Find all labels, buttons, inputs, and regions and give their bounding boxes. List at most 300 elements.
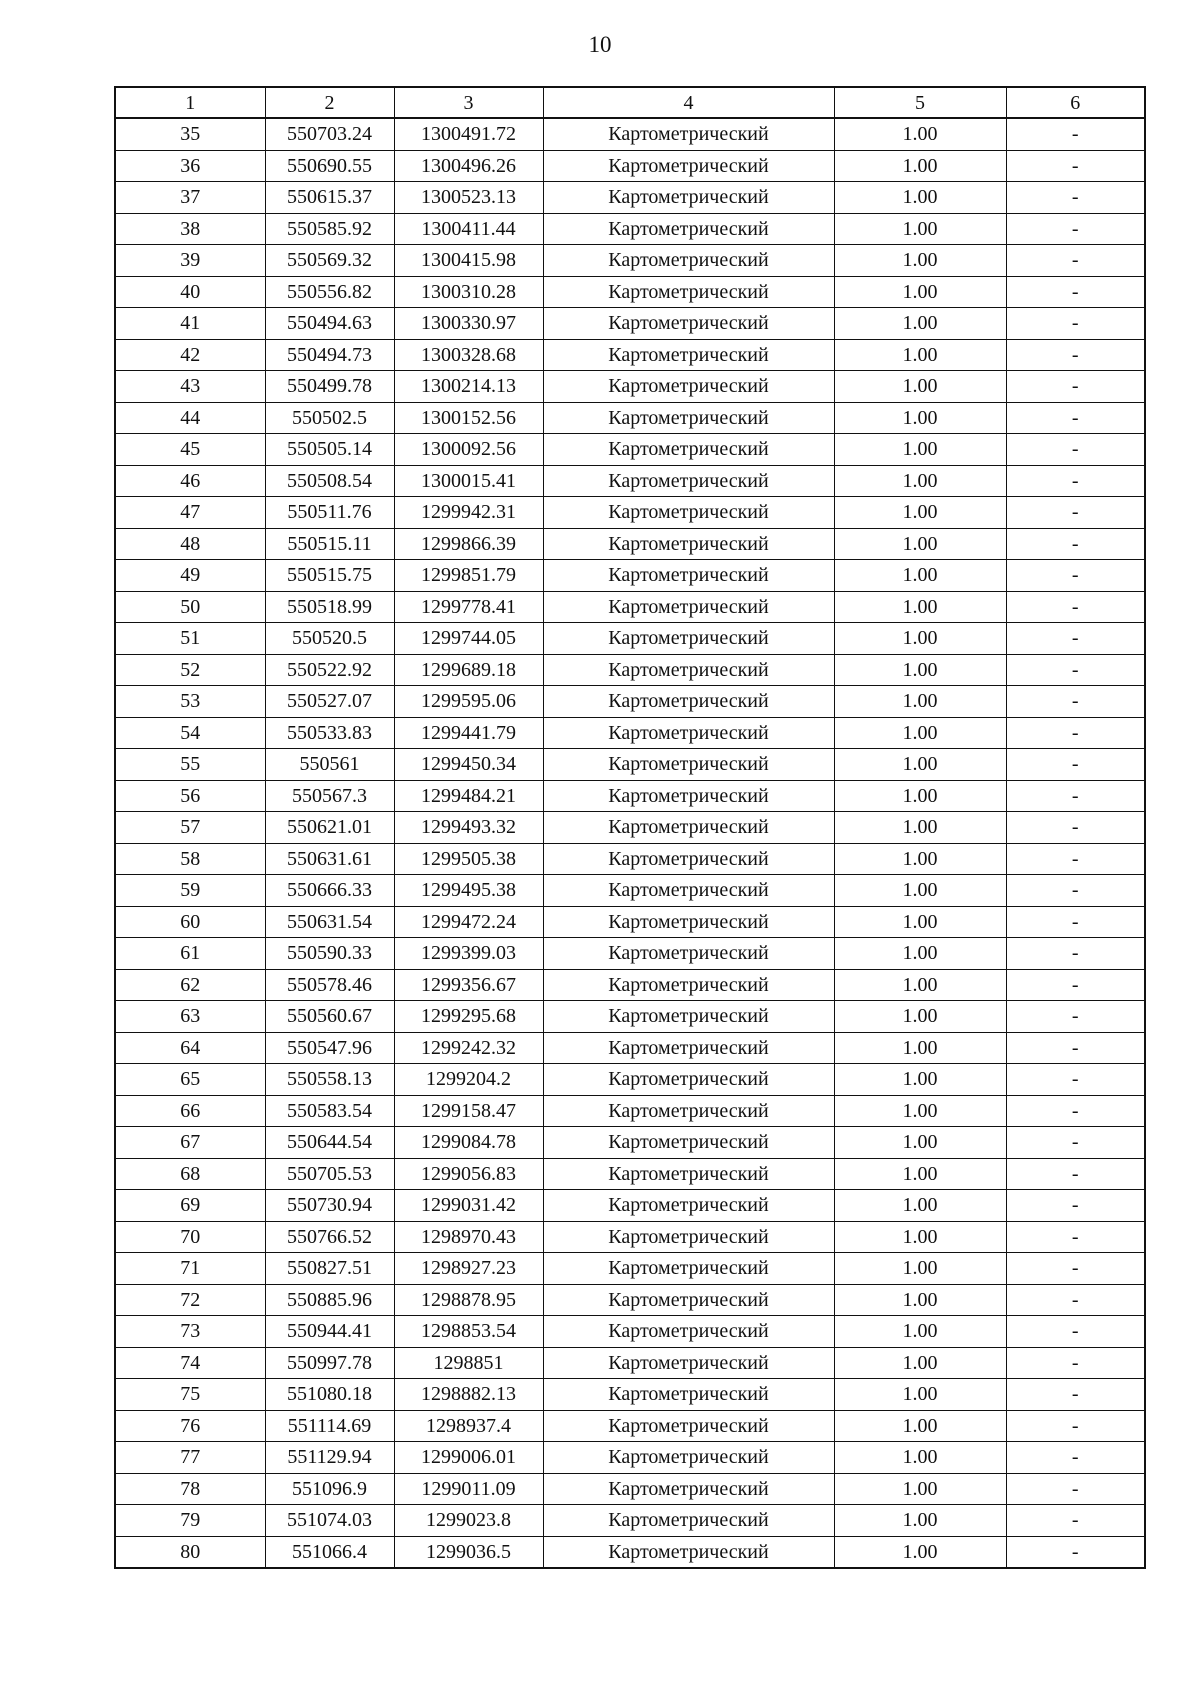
y-coordinate-cell: 1300496.26 (394, 150, 543, 182)
y-coordinate-cell: 1299472.24 (394, 906, 543, 938)
point-number-cell: 38 (115, 213, 265, 245)
table-row (115, 1284, 1145, 1316)
method-cell: Картометрический (543, 1505, 834, 1537)
x-coordinate-cell: 551129.94 (265, 1442, 394, 1474)
page-number: 10 (588, 32, 612, 57)
point-number-cell: 48 (115, 528, 265, 560)
table-row (115, 339, 1145, 371)
y-coordinate-cell: 1299242.32 (394, 1032, 543, 1064)
x-coordinate-cell: 550567.3 (265, 780, 394, 812)
method-cell: Картометрический (543, 717, 834, 749)
y-coordinate-cell: 1299399.03 (394, 938, 543, 970)
method-cell: Картометрический (543, 1253, 834, 1285)
x-coordinate-cell: 550666.33 (265, 875, 394, 907)
y-coordinate-cell: 1299031.42 (394, 1190, 543, 1222)
x-coordinate-cell: 550621.01 (265, 812, 394, 844)
note-cell: - (1006, 245, 1145, 277)
point-number-cell: 44 (115, 402, 265, 434)
point-number-cell: 51 (115, 623, 265, 655)
table-row (115, 1127, 1145, 1159)
point-number-cell: 50 (115, 591, 265, 623)
table-row (115, 749, 1145, 781)
note-cell: - (1006, 1158, 1145, 1190)
y-coordinate-cell: 1299204.2 (394, 1064, 543, 1096)
table-row (115, 1190, 1145, 1222)
point-number-cell: 60 (115, 906, 265, 938)
point-number-cell: 75 (115, 1379, 265, 1411)
accuracy-cell: 1.00 (834, 1032, 1006, 1064)
accuracy-cell: 1.00 (834, 276, 1006, 308)
note-cell: - (1006, 875, 1145, 907)
method-cell: Картометрический (543, 1158, 834, 1190)
method-cell: Картометрический (543, 1536, 834, 1568)
accuracy-cell: 1.00 (834, 1001, 1006, 1033)
x-coordinate-cell: 550511.76 (265, 497, 394, 529)
method-cell: Картометрический (543, 182, 834, 214)
y-coordinate-cell: 1300214.13 (394, 371, 543, 403)
x-coordinate-cell: 551066.4 (265, 1536, 394, 1568)
note-cell: - (1006, 434, 1145, 466)
method-cell: Картометрический (543, 906, 834, 938)
accuracy-cell: 1.00 (834, 528, 1006, 560)
table-row (115, 150, 1145, 182)
note-cell: - (1006, 812, 1145, 844)
method-cell: Картометрический (543, 812, 834, 844)
accuracy-cell: 1.00 (834, 182, 1006, 214)
x-coordinate-cell: 550569.32 (265, 245, 394, 277)
accuracy-cell: 1.00 (834, 1095, 1006, 1127)
note-cell: - (1006, 1442, 1145, 1474)
x-coordinate-cell: 550631.61 (265, 843, 394, 875)
point-number-cell: 46 (115, 465, 265, 497)
method-cell: Картометрический (543, 339, 834, 371)
point-number-cell: 43 (115, 371, 265, 403)
table-row (115, 276, 1145, 308)
table-row (115, 654, 1145, 686)
accuracy-cell: 1.00 (834, 308, 1006, 340)
table-row (115, 245, 1145, 277)
accuracy-cell: 1.00 (834, 875, 1006, 907)
table-row (115, 591, 1145, 623)
accuracy-cell: 1.00 (834, 402, 1006, 434)
y-coordinate-cell: 1299689.18 (394, 654, 543, 686)
table-row (115, 371, 1145, 403)
y-coordinate-cell: 1300092.56 (394, 434, 543, 466)
table-row (115, 843, 1145, 875)
note-cell: - (1006, 276, 1145, 308)
point-number-cell: 47 (115, 497, 265, 529)
table-row (115, 402, 1145, 434)
point-number-cell: 35 (115, 118, 265, 150)
method-cell: Картометрический (543, 1095, 834, 1127)
point-number-cell: 79 (115, 1505, 265, 1537)
method-cell: Картометрический (543, 118, 834, 150)
note-cell: - (1006, 560, 1145, 592)
accuracy-cell: 1.00 (834, 780, 1006, 812)
point-number-cell: 66 (115, 1095, 265, 1127)
note-cell: - (1006, 717, 1145, 749)
accuracy-cell: 1.00 (834, 686, 1006, 718)
method-cell: Картометрический (543, 245, 834, 277)
x-coordinate-cell: 550533.83 (265, 717, 394, 749)
note-cell: - (1006, 1064, 1145, 1096)
method-cell: Картометрический (543, 1221, 834, 1253)
method-cell: Картометрический (543, 150, 834, 182)
accuracy-cell: 1.00 (834, 623, 1006, 655)
method-cell: Картометрический (543, 1316, 834, 1348)
x-coordinate-cell: 550615.37 (265, 182, 394, 214)
point-number-cell: 40 (115, 276, 265, 308)
note-cell: - (1006, 686, 1145, 718)
note-cell: - (1006, 843, 1145, 875)
accuracy-cell: 1.00 (834, 1190, 1006, 1222)
point-number-cell: 78 (115, 1473, 265, 1505)
point-number-cell: 52 (115, 654, 265, 686)
point-number-cell: 69 (115, 1190, 265, 1222)
table-row (115, 1536, 1145, 1568)
y-coordinate-cell: 1300330.97 (394, 308, 543, 340)
point-number-cell: 55 (115, 749, 265, 781)
table-row (115, 686, 1145, 718)
accuracy-cell: 1.00 (834, 1064, 1006, 1096)
method-cell: Картометрический (543, 1442, 834, 1474)
point-number-cell: 59 (115, 875, 265, 907)
table-row (115, 717, 1145, 749)
note-cell: - (1006, 1253, 1145, 1285)
table-row (115, 182, 1145, 214)
note-cell: - (1006, 906, 1145, 938)
point-number-cell: 41 (115, 308, 265, 340)
x-coordinate-cell: 550705.53 (265, 1158, 394, 1190)
method-cell: Картометрический (543, 686, 834, 718)
accuracy-cell: 1.00 (834, 1221, 1006, 1253)
accuracy-cell: 1.00 (834, 118, 1006, 150)
note-cell: - (1006, 1473, 1145, 1505)
method-cell: Картометрический (543, 591, 834, 623)
table-row (115, 1032, 1145, 1064)
x-coordinate-cell: 550502.5 (265, 402, 394, 434)
accuracy-cell: 1.00 (834, 591, 1006, 623)
point-number-cell: 67 (115, 1127, 265, 1159)
x-coordinate-cell: 550590.33 (265, 938, 394, 970)
y-coordinate-cell: 1299011.09 (394, 1473, 543, 1505)
accuracy-cell: 1.00 (834, 1316, 1006, 1348)
accuracy-cell: 1.00 (834, 1536, 1006, 1568)
note-cell: - (1006, 339, 1145, 371)
method-cell: Картометрический (543, 1473, 834, 1505)
accuracy-cell: 1.00 (834, 1379, 1006, 1411)
x-coordinate-cell: 550560.67 (265, 1001, 394, 1033)
table-row (115, 969, 1145, 1001)
table-row (115, 1221, 1145, 1253)
y-coordinate-cell: 1299006.01 (394, 1442, 543, 1474)
note-cell: - (1006, 118, 1145, 150)
accuracy-cell: 1.00 (834, 1473, 1006, 1505)
table-row (115, 497, 1145, 529)
table-row (115, 1064, 1145, 1096)
table-body (115, 118, 1145, 1568)
y-coordinate-cell: 1299450.34 (394, 749, 543, 781)
method-cell: Картометрический (543, 623, 834, 655)
accuracy-cell: 1.00 (834, 339, 1006, 371)
point-number-cell: 76 (115, 1410, 265, 1442)
note-cell: - (1006, 623, 1145, 655)
method-cell: Картометрический (543, 434, 834, 466)
header-cell: 1 (115, 87, 265, 118)
y-coordinate-cell: 1299036.5 (394, 1536, 543, 1568)
note-cell: - (1006, 1347, 1145, 1379)
x-coordinate-cell: 550515.11 (265, 528, 394, 560)
point-number-cell: 77 (115, 1442, 265, 1474)
accuracy-cell: 1.00 (834, 1505, 1006, 1537)
coordinates-table (114, 86, 1146, 1569)
x-coordinate-cell: 550527.07 (265, 686, 394, 718)
accuracy-cell: 1.00 (834, 150, 1006, 182)
table-row (115, 812, 1145, 844)
note-cell: - (1006, 1536, 1145, 1568)
point-number-cell: 62 (115, 969, 265, 1001)
x-coordinate-cell: 550518.99 (265, 591, 394, 623)
x-coordinate-cell: 550827.51 (265, 1253, 394, 1285)
x-coordinate-cell: 550585.92 (265, 213, 394, 245)
note-cell: - (1006, 465, 1145, 497)
accuracy-cell: 1.00 (834, 1253, 1006, 1285)
y-coordinate-cell: 1298853.54 (394, 1316, 543, 1348)
method-cell: Картометрический (543, 528, 834, 560)
method-cell: Картометрический (543, 276, 834, 308)
method-cell: Картометрический (543, 969, 834, 1001)
table-row (115, 434, 1145, 466)
note-cell: - (1006, 528, 1145, 560)
point-number-cell: 63 (115, 1001, 265, 1033)
note-cell: - (1006, 1221, 1145, 1253)
accuracy-cell: 1.00 (834, 1442, 1006, 1474)
y-coordinate-cell: 1300411.44 (394, 213, 543, 245)
y-coordinate-cell: 1300415.98 (394, 245, 543, 277)
point-number-cell: 80 (115, 1536, 265, 1568)
table-row (115, 1379, 1145, 1411)
point-number-cell: 56 (115, 780, 265, 812)
method-cell: Картометрический (543, 654, 834, 686)
point-number-cell: 64 (115, 1032, 265, 1064)
y-coordinate-cell: 1299505.38 (394, 843, 543, 875)
table-row (115, 1095, 1145, 1127)
x-coordinate-cell: 550520.5 (265, 623, 394, 655)
x-coordinate-cell: 550944.41 (265, 1316, 394, 1348)
accuracy-cell: 1.00 (834, 906, 1006, 938)
x-coordinate-cell: 550644.54 (265, 1127, 394, 1159)
point-number-cell: 49 (115, 560, 265, 592)
x-coordinate-cell: 550578.46 (265, 969, 394, 1001)
accuracy-cell: 1.00 (834, 938, 1006, 970)
note-cell: - (1006, 213, 1145, 245)
y-coordinate-cell: 1299942.31 (394, 497, 543, 529)
point-number-cell: 42 (115, 339, 265, 371)
accuracy-cell: 1.00 (834, 654, 1006, 686)
accuracy-cell: 1.00 (834, 1410, 1006, 1442)
point-number-cell: 71 (115, 1253, 265, 1285)
x-coordinate-cell: 550547.96 (265, 1032, 394, 1064)
y-coordinate-cell: 1300152.56 (394, 402, 543, 434)
accuracy-cell: 1.00 (834, 969, 1006, 1001)
y-coordinate-cell: 1300491.72 (394, 118, 543, 150)
table-row (115, 623, 1145, 655)
y-coordinate-cell: 1298927.23 (394, 1253, 543, 1285)
x-coordinate-cell: 550558.13 (265, 1064, 394, 1096)
point-number-cell: 65 (115, 1064, 265, 1096)
accuracy-cell: 1.00 (834, 213, 1006, 245)
note-cell: - (1006, 308, 1145, 340)
header-cell: 2 (265, 87, 394, 118)
x-coordinate-cell: 550703.24 (265, 118, 394, 150)
note-cell: - (1006, 969, 1145, 1001)
table-row (115, 780, 1145, 812)
accuracy-cell: 1.00 (834, 1284, 1006, 1316)
point-number-cell: 61 (115, 938, 265, 970)
x-coordinate-cell: 550561 (265, 749, 394, 781)
accuracy-cell: 1.00 (834, 465, 1006, 497)
point-number-cell: 72 (115, 1284, 265, 1316)
y-coordinate-cell: 1299023.8 (394, 1505, 543, 1537)
table-row (115, 1473, 1145, 1505)
method-cell: Картометрический (543, 1064, 834, 1096)
method-cell: Картометрический (543, 780, 834, 812)
table-row (115, 118, 1145, 150)
method-cell: Картометрический (543, 371, 834, 403)
table-row (115, 875, 1145, 907)
method-cell: Картометрический (543, 560, 834, 592)
table-header (115, 87, 1145, 118)
table-row (115, 1442, 1145, 1474)
method-cell: Картометрический (543, 213, 834, 245)
x-coordinate-cell: 551096.9 (265, 1473, 394, 1505)
table-row (115, 1505, 1145, 1537)
accuracy-cell: 1.00 (834, 1158, 1006, 1190)
accuracy-cell: 1.00 (834, 1347, 1006, 1379)
method-cell: Картометрический (543, 749, 834, 781)
table-row (115, 560, 1145, 592)
point-number-cell: 39 (115, 245, 265, 277)
note-cell: - (1006, 938, 1145, 970)
note-cell: - (1006, 1032, 1145, 1064)
header-cell: 3 (394, 87, 543, 118)
x-coordinate-cell: 550494.73 (265, 339, 394, 371)
accuracy-cell: 1.00 (834, 812, 1006, 844)
note-cell: - (1006, 1284, 1145, 1316)
note-cell: - (1006, 749, 1145, 781)
y-coordinate-cell: 1300015.41 (394, 465, 543, 497)
y-coordinate-cell: 1298851 (394, 1347, 543, 1379)
header-cell: 5 (834, 87, 1006, 118)
y-coordinate-cell: 1299441.79 (394, 717, 543, 749)
header-cell: 6 (1006, 87, 1145, 118)
header-row (115, 87, 1145, 118)
table-row (115, 906, 1145, 938)
y-coordinate-cell: 1299866.39 (394, 528, 543, 560)
point-number-cell: 73 (115, 1316, 265, 1348)
accuracy-cell: 1.00 (834, 434, 1006, 466)
x-coordinate-cell: 550505.14 (265, 434, 394, 466)
y-coordinate-cell: 1299493.32 (394, 812, 543, 844)
y-coordinate-cell: 1299158.47 (394, 1095, 543, 1127)
point-number-cell: 58 (115, 843, 265, 875)
point-number-cell: 45 (115, 434, 265, 466)
y-coordinate-cell: 1299851.79 (394, 560, 543, 592)
note-cell: - (1006, 497, 1145, 529)
method-cell: Картометрический (543, 843, 834, 875)
y-coordinate-cell: 1299744.05 (394, 623, 543, 655)
table-row (115, 213, 1145, 245)
note-cell: - (1006, 654, 1145, 686)
y-coordinate-cell: 1298970.43 (394, 1221, 543, 1253)
point-number-cell: 57 (115, 812, 265, 844)
note-cell: - (1006, 1316, 1145, 1348)
x-coordinate-cell: 550583.54 (265, 1095, 394, 1127)
point-number-cell: 54 (115, 717, 265, 749)
accuracy-cell: 1.00 (834, 560, 1006, 592)
y-coordinate-cell: 1300328.68 (394, 339, 543, 371)
x-coordinate-cell: 550885.96 (265, 1284, 394, 1316)
point-number-cell: 70 (115, 1221, 265, 1253)
y-coordinate-cell: 1299056.83 (394, 1158, 543, 1190)
table-row (115, 1158, 1145, 1190)
y-coordinate-cell: 1300310.28 (394, 276, 543, 308)
x-coordinate-cell: 551080.18 (265, 1379, 394, 1411)
accuracy-cell: 1.00 (834, 1127, 1006, 1159)
method-cell: Картометрический (543, 1347, 834, 1379)
accuracy-cell: 1.00 (834, 497, 1006, 529)
x-coordinate-cell: 550515.75 (265, 560, 394, 592)
header-cell: 4 (543, 87, 834, 118)
method-cell: Картометрический (543, 938, 834, 970)
method-cell: Картометрический (543, 1410, 834, 1442)
method-cell: Картометрический (543, 308, 834, 340)
accuracy-cell: 1.00 (834, 245, 1006, 277)
y-coordinate-cell: 1299595.06 (394, 686, 543, 718)
method-cell: Картометрический (543, 497, 834, 529)
table-row (115, 1001, 1145, 1033)
x-coordinate-cell: 550766.52 (265, 1221, 394, 1253)
point-number-cell: 53 (115, 686, 265, 718)
accuracy-cell: 1.00 (834, 843, 1006, 875)
table-row (115, 938, 1145, 970)
method-cell: Картометрический (543, 465, 834, 497)
note-cell: - (1006, 1410, 1145, 1442)
table-row (115, 465, 1145, 497)
x-coordinate-cell: 550499.78 (265, 371, 394, 403)
method-cell: Картометрический (543, 875, 834, 907)
y-coordinate-cell: 1300523.13 (394, 182, 543, 214)
accuracy-cell: 1.00 (834, 371, 1006, 403)
x-coordinate-cell: 550690.55 (265, 150, 394, 182)
x-coordinate-cell: 550522.92 (265, 654, 394, 686)
note-cell: - (1006, 780, 1145, 812)
table-row (115, 1253, 1145, 1285)
x-coordinate-cell: 550508.54 (265, 465, 394, 497)
method-cell: Картометрический (543, 1190, 834, 1222)
y-coordinate-cell: 1299356.67 (394, 969, 543, 1001)
table-row (115, 308, 1145, 340)
x-coordinate-cell: 550556.82 (265, 276, 394, 308)
point-number-cell: 36 (115, 150, 265, 182)
note-cell: - (1006, 1001, 1145, 1033)
note-cell: - (1006, 371, 1145, 403)
accuracy-cell: 1.00 (834, 717, 1006, 749)
note-cell: - (1006, 1505, 1145, 1537)
y-coordinate-cell: 1299778.41 (394, 591, 543, 623)
point-number-cell: 68 (115, 1158, 265, 1190)
point-number-cell: 74 (115, 1347, 265, 1379)
